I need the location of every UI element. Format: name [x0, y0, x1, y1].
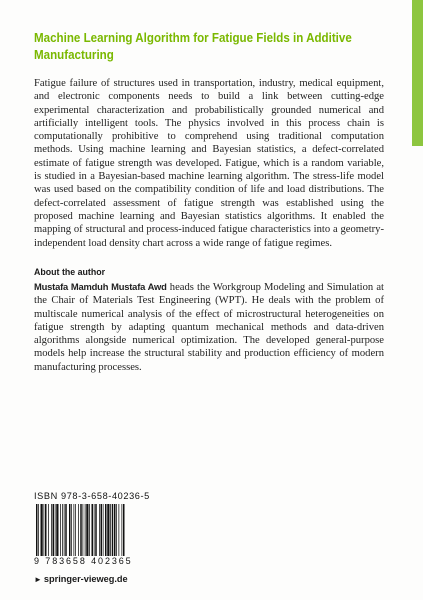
barcode-bar	[75, 504, 76, 556]
author-name: Mustafa Mamduh Mustafa Awd	[34, 281, 167, 292]
barcode-bar	[55, 504, 56, 556]
barcode-bar	[95, 504, 97, 556]
barcode-digits: 9 783658 402365	[34, 556, 133, 566]
publisher-website-text: springer-vieweg.de	[43, 574, 128, 584]
barcode-bar	[62, 504, 63, 556]
barcode-bar	[41, 504, 43, 556]
about-author-heading: About the author	[34, 267, 106, 278]
barcode-bar	[122, 504, 123, 556]
barcode-bar	[110, 504, 111, 556]
barcode-bar	[78, 504, 79, 556]
barcode-bar	[123, 504, 125, 556]
barcode-bar	[107, 504, 109, 556]
barcode-bar	[60, 504, 61, 556]
barcode-bar	[119, 504, 120, 556]
barcode-bar	[64, 504, 65, 556]
barcode-bar	[101, 504, 103, 556]
barcode	[34, 504, 159, 556]
barcode-bar	[85, 504, 86, 556]
barcode-bar	[83, 504, 84, 556]
barcode-bar	[48, 504, 49, 556]
barcode-bar	[56, 504, 58, 556]
barcode-bar	[74, 504, 75, 556]
barcode-bar	[114, 504, 116, 556]
barcode-bar	[103, 504, 104, 556]
barcode-bar	[45, 504, 47, 556]
barcode-bar	[53, 504, 55, 556]
barcode-bar	[112, 504, 114, 556]
publisher-website[interactable]	[34, 574, 128, 584]
barcode-bar	[86, 504, 88, 556]
barcode-bar	[105, 504, 107, 556]
barcode-bar	[38, 504, 39, 556]
author-bio-text: heads the Workgroup Modeling and Simulation at the Chair of Materials Test Engineering (WPT). He deals with the problem of multiscale numerical analysis of the effect of microstructural heterogeneities on fatigue strength by adapting quantum mechanical methods and data-driven algorithms alongside numerical optimization. The developed general-purpose models help increase the structural stability and production efficiency of modern manufacturing processes.	[34, 282, 384, 373]
book-abstract: Fatigue failure of structures used in transportation, industry, medical equipment, and electronic components needs to build a link between cutting-edge experimental characterization and probabilistically grounded numerical and artificially intelligent tools. The physics involved in this process chain is computationally prohibitive to comprehend using traditional computation methods. Using machine learning and Bayesian statistics, a defect-correlated estimate of fatigue strength was developed. Fatigue, which is a random variable, is studied in a Bayesian-based machine learning algorithm. The stress-life model was used based on the compatibility condition of life and load distributions. The defect-correlated assessment of fatigue strength was established using the proposed machine learning and Bayesian statistics algorithms. It enabled the mapping of structural and process-induced fatigue characteristics into a geometry-independent load density chart across a wide range of fatigue regimes.	[34, 78, 384, 249]
barcode-bar	[94, 504, 95, 556]
book-title: Machine Learning Algorithm for Fatigue Fields in Additive Manufacturing	[34, 31, 352, 62]
barcode-bar	[80, 504, 82, 556]
barcode-bar	[51, 504, 52, 556]
arrow-icon: ►	[34, 575, 42, 584]
barcode-bar	[89, 504, 90, 556]
barcode-bar	[99, 504, 100, 556]
barcode-bar	[36, 504, 38, 556]
barcode-bar	[71, 504, 72, 556]
author-bio	[34, 280, 384, 374]
barcode-bar	[65, 504, 67, 556]
barcode-bar	[69, 504, 71, 556]
barcode-bar	[116, 504, 117, 556]
green-accent-bar	[412, 0, 423, 146]
barcode-bar	[44, 504, 45, 556]
isbn-label: ISBN 978-3-658-40236-5	[34, 491, 150, 501]
barcode-bar	[92, 504, 94, 556]
